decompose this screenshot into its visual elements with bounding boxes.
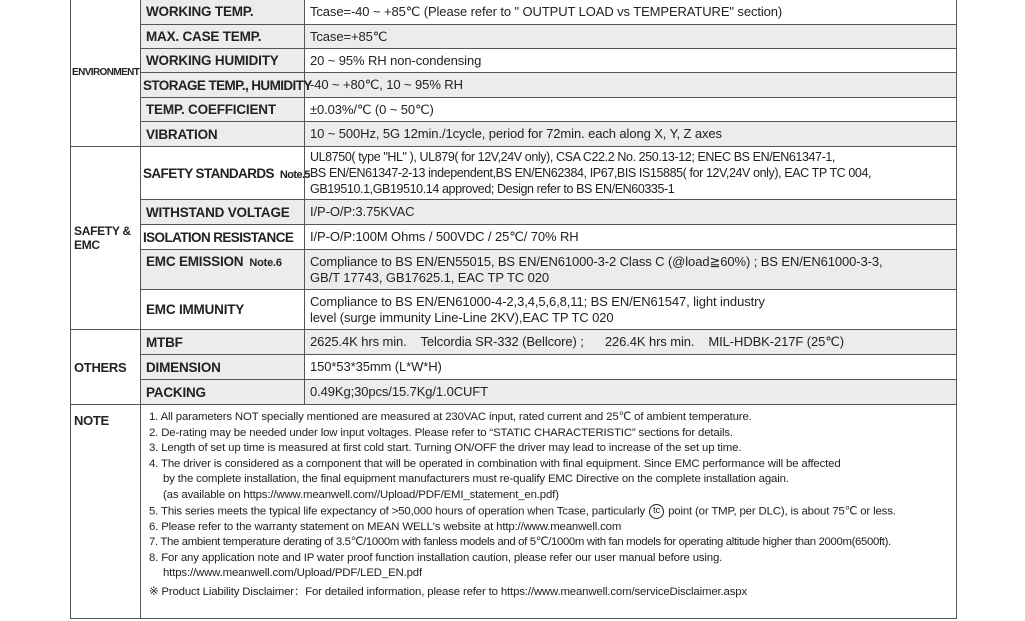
value-emc-emission: [305, 250, 957, 290]
param-working-humidity: WORKING HUMIDITY: [141, 49, 305, 73]
value-temp-coefficient: ±0.03%/℃ (0 ~ 50℃): [305, 98, 957, 122]
category-environment: ENVIRONMENT: [71, 0, 141, 147]
value-line: Compliance to BS EN/EN61000-4-2,3,4,5,6,8,11; BS EN/EN61547, light industry: [310, 293, 765, 309]
value-vibration: 10 ~ 500Hz, 5G 12min./1cycle, period for 72min. each along X, Y, Z axes: [305, 122, 957, 147]
param-vibration: VIBRATION: [141, 122, 305, 147]
table-row: [71, 122, 957, 147]
note-item-4-cont: by the complete installation, the final equipment manufacturers must re-qualify EMC Directive on the complete installation again.: [163, 473, 789, 486]
category-safety-line1: SAFETY &: [74, 224, 131, 238]
category-safety-line2: EMC: [74, 238, 100, 252]
param-withstand-voltage: WITHSTAND VOLTAGE: [141, 200, 305, 225]
note-item-4: 4. The driver is considered as a component that will be operated in combination with final equipment. Since EMC performance will be affected: [149, 457, 841, 470]
category-safety-emc: [71, 147, 141, 330]
param-emc-emission: [141, 250, 305, 290]
value-line: GB/T 17743, GB17625.1, EAC TP TC 020: [310, 269, 549, 285]
note-item-5: [149, 504, 952, 520]
table-row: [71, 200, 957, 225]
note-item-8: 8. For any application note and IP water proof function installation caution, please refer our user manual before using.: [149, 551, 723, 564]
spec-table: [70, 0, 957, 619]
table-row: [71, 330, 957, 355]
table-row: [71, 250, 957, 290]
note-item-2: 2. De-rating may be needed under low input voltages. Please refer to “STATIC CHARACTERISTIC” sections for details.: [149, 426, 733, 439]
note-item-7: 7. The ambient temperature derating of 3.5℃/1000m with fanless models and of 5℃/1000m with fan models for operating altitude higher than 2000m(6500ft).: [149, 536, 891, 549]
value-withstand-voltage: I/P-O/P:3.75KVAC: [305, 200, 957, 225]
table-row: [71, 98, 957, 122]
value-storage-temp: -40 ~ +80℃, 10 ~ 95% RH: [305, 73, 957, 98]
note-item-4-link: (as available on https://www.meanwell.com//Upload/PDF/EMI_statement_en.pdf): [163, 488, 559, 501]
note-item-5-text-a: 5. This series meets the typical life expectancy of >50,000 hours of operation when Tcase, particularly: [149, 505, 646, 518]
param-packing: PACKING: [141, 380, 305, 405]
note-item-3: 3. Length of set up time is measured at first cold start. Turning ON/OFF the driver may lead to increase of the set up time.: [149, 442, 742, 455]
table-row: [71, 0, 957, 25]
table-row: [71, 73, 957, 98]
param-safety-standards-label: SAFETY STANDARDS: [143, 165, 274, 181]
param-emc-emission-label: EMC EMISSION: [146, 254, 244, 269]
spec-sheet: [70, 0, 957, 619]
notes-list: [141, 405, 957, 619]
value-dimension: 150*53*35mm (L*W*H): [305, 355, 957, 380]
value-emc-immunity: [305, 290, 957, 330]
param-working-temp: WORKING TEMP.: [141, 0, 305, 25]
note-item-6: 6. Please refer to the warranty statement on MEAN WELL's website at http://www.meanwell.com: [149, 520, 622, 533]
value-mtbf: 2625.4K hrs min. Telcordia SR-332 (Bellcore) ; 226.4K hrs min. MIL-HDBK-217F (25℃): [305, 330, 957, 355]
param-max-case-temp: MAX. CASE TEMP.: [141, 25, 305, 49]
value-line: GB19510.1,GB19510.14 approved; Design refer to BS EN/EN60335-1: [310, 182, 675, 196]
param-safety-standards: [141, 147, 310, 200]
value-max-case-temp: Tcase=+85℃: [305, 25, 957, 49]
liability-disclaimer: ※ Product Liability Disclaimer：For detailed information, please refer to https://www.meanwell.com/serviceDisclaimer.aspx: [149, 586, 748, 599]
tc-point-icon: tc: [649, 504, 664, 519]
param-dimension: DIMENSION: [141, 355, 305, 380]
value-line: Compliance to BS EN/EN55015, BS EN/EN61000-3-2 Class C (@load≧60%) ; BS EN/EN61000-3-3,: [310, 253, 883, 269]
value-safety-standards: [305, 147, 957, 200]
note-ref-5: Note.5: [279, 168, 310, 181]
value-packing: 0.49Kg;30pcs/15.7Kg/1.0CUFT: [305, 380, 957, 405]
param-emc-immunity: EMC IMMUNITY: [141, 290, 305, 330]
note-item-1: 1. All parameters NOT specially mentioned are measured at 230VAC input, rated current and 25℃ of ambient temperature.: [149, 411, 752, 423]
table-row: [71, 49, 957, 73]
param-storage-temp: STORAGE TEMP., HUMIDITY: [141, 73, 305, 98]
table-row: [71, 355, 957, 380]
param-mtbf: MTBF: [141, 330, 305, 355]
category-others: OTHERS: [71, 330, 141, 405]
value-line: BS EN/EN61347-2-13 independent,BS EN/EN62384, IP67,BIS IS15885( for 12V,24V only), EAC TP TC 004,: [310, 166, 872, 180]
param-isolation-resistance: ISOLATION RESISTANCE: [141, 225, 305, 250]
table-row: [71, 147, 957, 200]
value-line: level (surge immunity Line-Line 2KV),EAC TP TC 020: [310, 309, 614, 325]
value-working-humidity: 20 ~ 95% RH non-condensing: [305, 49, 957, 73]
category-note: NOTE: [71, 405, 141, 619]
table-row: [71, 290, 957, 330]
table-row: [71, 380, 957, 405]
value-line: UL8750( type "HL" ), UL879( for 12V,24V only), CSA C22.2 No. 250.13-12; ENEC BS EN/EN61347-1,: [310, 150, 835, 164]
table-row: [71, 405, 957, 619]
value-isolation-resistance: I/P-O/P:100M Ohms / 500VDC / 25℃/ 70% RH: [305, 225, 957, 250]
table-row: [71, 225, 957, 250]
value-working-temp: Tcase=-40 ~ +85℃ (Please refer to " OUTPUT LOAD vs TEMPERATURE" section): [305, 0, 957, 25]
param-temp-coefficient: TEMP. COEFFICIENT: [141, 98, 305, 122]
table-row: [71, 25, 957, 49]
note-ref-6: Note.6: [249, 257, 282, 269]
note-item-5-text-b: point (or TMP, per DLC), is about 75℃ or less.: [668, 505, 896, 518]
note-item-8-link: https://www.meanwell.com/Upload/PDF/LED_EN.pdf: [163, 567, 422, 580]
